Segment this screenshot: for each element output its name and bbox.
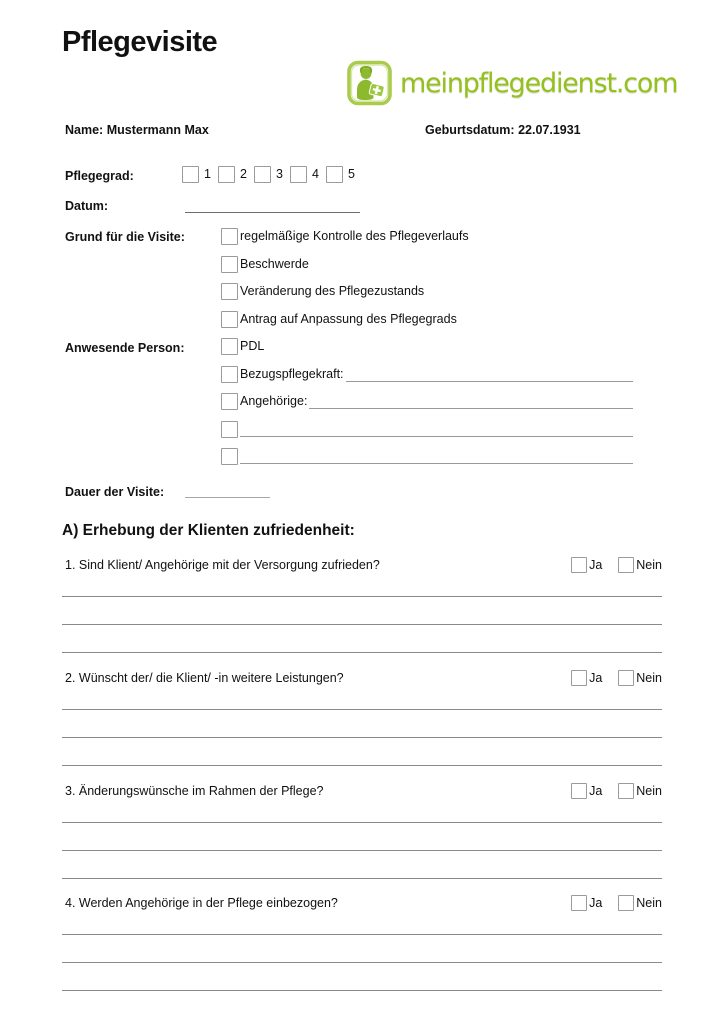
nein-label: Nein (636, 671, 662, 685)
grund-checkbox-1[interactable] (221, 228, 238, 245)
anwesende-checkbox-other-1[interactable] (221, 421, 238, 438)
anwesende-checkbox-pdl[interactable] (221, 338, 238, 355)
anwesende-options (221, 338, 633, 476)
nein-checkbox-q4[interactable] (618, 895, 634, 911)
pflegegrad-checkbox-4[interactable] (290, 166, 307, 183)
answer-line-q3-1[interactable] (62, 822, 662, 823)
anwesende-label: Anwesende Person: (65, 341, 185, 355)
datum-label: Datum: (65, 199, 109, 213)
grund-option-label: regelmäßige Kontrolle des Pflegeverlaufs (240, 229, 469, 243)
grund-option-label: Beschwerde (240, 256, 309, 271)
name-value: Mustermann Max (106, 123, 209, 137)
ja-label: Ja (589, 558, 603, 572)
anwesende-option-row (221, 393, 633, 410)
patient-birthdate-field (425, 122, 581, 139)
answer-line-q4-3[interactable] (62, 990, 662, 991)
page-title: Pflegevisite (62, 26, 218, 58)
grund-checkbox-4[interactable] (221, 311, 238, 328)
name-label: Name: (65, 123, 104, 137)
pflegegrad-option-2 (218, 166, 254, 183)
pflegegrad-checkbox-2[interactable] (218, 166, 235, 183)
grund-option-row (221, 256, 633, 273)
answer-line-q3-2[interactable] (62, 850, 662, 851)
answer-line-q4-1[interactable] (62, 934, 662, 935)
question-block-3 (62, 782, 662, 882)
dauer-input-line[interactable] (185, 497, 270, 498)
answer-line-q2-1[interactable] (62, 709, 662, 710)
grund-option-label: Veränderung des Pflegezustands (240, 284, 425, 298)
pflegegrad-option-label: 4 (312, 167, 319, 181)
grund-options (221, 228, 633, 338)
answer-line-q1-2[interactable] (62, 624, 662, 625)
pflegegrad-option-3 (254, 166, 290, 183)
anwesende-other-input-line-2[interactable] (240, 448, 633, 464)
answer-line-q4-2[interactable] (62, 962, 662, 963)
question-text: 1. Sind Klient/ Angehörige mit der Versorgung zufrieden? (65, 558, 380, 572)
grund-option-row (221, 311, 633, 328)
anwesende-checkbox-other-2[interactable] (221, 448, 238, 465)
pflegegrad-checkbox-3[interactable] (254, 166, 271, 183)
answer-line-q3-3[interactable] (62, 878, 662, 879)
answer-line-q2-3[interactable] (62, 765, 662, 766)
nein-checkbox-q3[interactable] (618, 783, 634, 799)
ja-checkbox-q3[interactable] (571, 783, 587, 799)
yes-no-group (571, 557, 662, 573)
nein-checkbox-q1[interactable] (618, 557, 634, 573)
grund-checkbox-2[interactable] (221, 256, 238, 273)
anwesende-option-row (221, 448, 633, 465)
birthdate-value: 22.07.1931 (518, 123, 581, 137)
angehoerige-input-line[interactable] (309, 393, 633, 409)
nein-label: Nein (636, 896, 662, 910)
caregiver-logo-icon (347, 60, 393, 106)
pflegegrad-option-1 (182, 166, 218, 183)
nein-checkbox-q2[interactable] (618, 670, 634, 686)
grund-option-row (221, 283, 633, 300)
birthdate-label: Geburtsdatum: (425, 123, 515, 137)
datum-input-line[interactable] (185, 212, 360, 213)
nein-label: Nein (636, 558, 662, 572)
anwesende-other-input-line-1[interactable] (240, 421, 633, 437)
grund-label: Grund für die Visite: (65, 230, 185, 244)
question-block-1 (62, 556, 662, 656)
pflegegrad-options (182, 166, 362, 183)
anwesende-checkbox-angehoerige[interactable] (221, 393, 238, 410)
dauer-label: Dauer der Visite: (65, 485, 165, 499)
question-text: 2. Wünscht der/ die Klient/ -in weitere Leistungen? (65, 671, 344, 685)
answer-line-q1-1[interactable] (62, 596, 662, 597)
pflegegrad-checkbox-5[interactable] (326, 166, 343, 183)
anwesende-option-label: Angehörige: (240, 394, 308, 408)
logo-text: meinpflegedienst.com (400, 67, 678, 99)
anwesende-option-label: PDL (240, 339, 265, 353)
pflegegrad-option-label: 1 (204, 167, 211, 181)
anwesende-option-row (221, 366, 633, 383)
ja-checkbox-q2[interactable] (571, 670, 587, 686)
meinpflegedienst-logo (347, 60, 677, 106)
answer-line-q2-2[interactable] (62, 737, 662, 738)
yes-no-group (571, 670, 662, 686)
question-text: 3. Änderungswünsche im Rahmen der Pflege? (65, 784, 324, 798)
bezugspflegekraft-input-line[interactable] (346, 366, 633, 382)
question-block-2 (62, 669, 662, 769)
anwesende-option-row (221, 421, 633, 438)
pflegegrad-checkbox-1[interactable] (182, 166, 199, 183)
pflegegrad-option-label: 5 (348, 167, 355, 181)
ja-checkbox-q1[interactable] (571, 557, 587, 573)
anwesende-option-row (221, 338, 633, 355)
patient-name-field (65, 122, 209, 139)
anwesende-checkbox-bezugspflegekraft[interactable] (221, 366, 238, 383)
pflegegrad-option-5 (326, 166, 362, 183)
answer-line-q1-3[interactable] (62, 652, 662, 653)
grund-option-label: Antrag auf Anpassung des Pflegegrads (240, 311, 457, 326)
ja-label: Ja (589, 784, 603, 798)
nein-label: Nein (636, 784, 662, 798)
ja-label: Ja (589, 671, 603, 685)
pflegegrad-label: Pflegegrad: (65, 169, 134, 183)
yes-no-group (571, 783, 662, 799)
question-block-4 (62, 894, 662, 994)
yes-no-group (571, 895, 662, 911)
ja-label: Ja (589, 896, 603, 910)
question-text: 4. Werden Angehörige in der Pflege einbezogen? (65, 896, 338, 910)
ja-checkbox-q4[interactable] (571, 895, 587, 911)
pflegegrad-option-4 (290, 166, 326, 183)
grund-option-row (221, 228, 633, 245)
pflegegrad-option-label: 2 (240, 167, 247, 181)
pflegegrad-option-label: 3 (276, 167, 283, 181)
anwesende-option-label: Bezugspflegekraft: (240, 366, 344, 381)
section-a-heading: A) Erhebung der Klienten zufriedenheit: (62, 522, 355, 539)
grund-checkbox-3[interactable] (221, 283, 238, 300)
